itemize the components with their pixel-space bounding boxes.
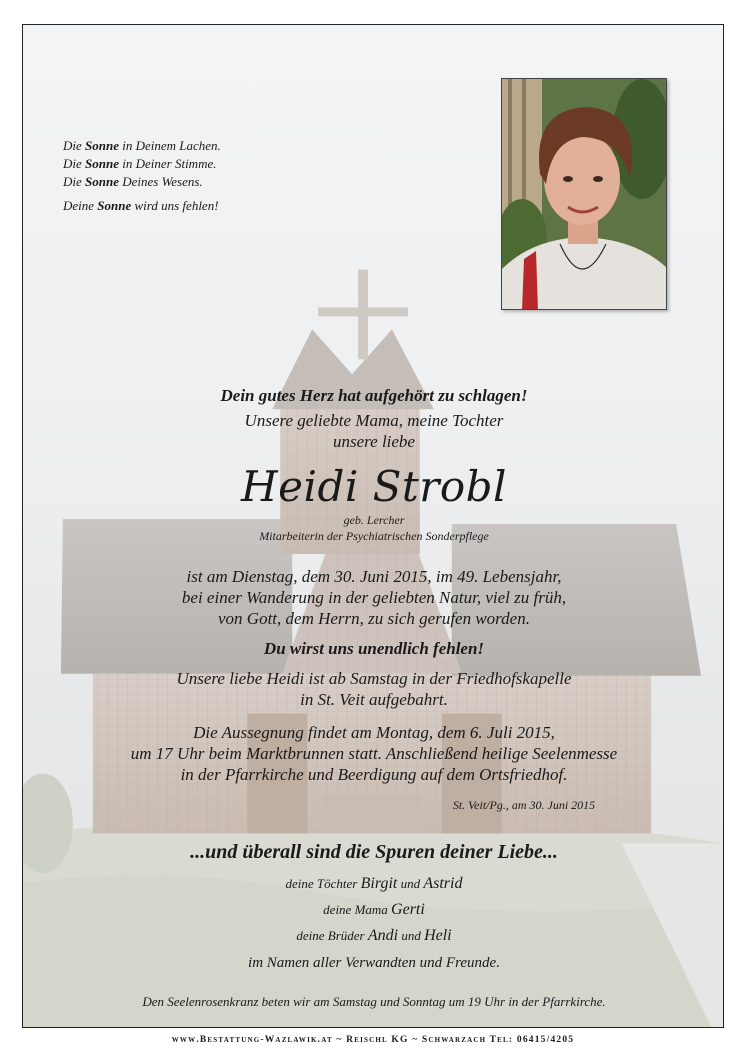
rosary-line: Den Seelenrosenkranz beten wir am Samstag und Sonntag um 19 Uhr in der Pfarrkirche. (142, 994, 606, 1009)
parte-card (22, 24, 724, 1028)
funeral-line-3: in der Pfarrkirche und Beerdigung auf dem Ortsfriedhof. (180, 765, 568, 784)
death-line-2: bei einer Wanderung in der geliebten Natur, viel zu früh, (181, 588, 567, 607)
portrait-image (502, 79, 667, 310)
maiden-name: geb. Lercher (343, 513, 405, 527)
poem-line-4: Deine Sonne wird uns fehlen! (63, 198, 219, 213)
deceased-name: Heidi Strobl (241, 462, 507, 511)
relatives-line: im Namen aller Verwandten und Freunde. (248, 955, 500, 971)
missed-line: Du wirst uns unendlich fehlen! (263, 639, 485, 658)
funeral-line-1: Die Aussegnung findet am Montag, dem 6. Juli 2015, (193, 723, 555, 742)
death-line-1: ist am Dienstag, dem 30. Juni 2015, im 49. Lebensjahr, (186, 567, 562, 586)
funeral-line-2: um 17 Uhr beim Marktbrunnen statt. Anschließend heilige Seelenmesse (130, 744, 618, 763)
mourner-line-1: deine Töchter Birgit und Astrid (285, 875, 463, 892)
poem-line-3: Die Sonne Deines Wesens. (63, 174, 203, 189)
poem-line-2: Die Sonne in Deiner Stimme. (63, 156, 217, 171)
mourner-line-3: deine Brüder Andi und Heli (296, 927, 452, 944)
mourner-line-2: deine Mama Gerti (323, 901, 425, 918)
intro-line-2: unsere liebe (333, 432, 415, 451)
death-line-3: von Gott, dem Herrn, zu sich gerufen worden. (218, 609, 530, 628)
sun-poem (63, 137, 221, 215)
place-date: St. Veit/Pg., am 30. Juni 2015 (452, 798, 596, 812)
heading: Dein gutes Herz hat aufgehört zu schlagen! (220, 386, 528, 405)
wake-line-1: Unsere liebe Heidi ist ab Samstag in der Friedhofskapelle (176, 669, 572, 688)
poem-line-1: Die Sonne in Deinem Lachen. (63, 138, 221, 153)
wake-line-2: in St. Veit aufgebahrt. (300, 690, 448, 709)
occupation: Mitarbeiterin der Psychiatrischen Sonderpflege (259, 529, 489, 543)
closing-line: ...und überall sind die Spuren deiner Liebe... (190, 841, 558, 863)
undertaker-footer: www.Bestattung-Wazlawik.at ~ Reischl KG ~ Schwarzach Tel: 06415/4205 (171, 1035, 575, 1045)
intro-line-1: Unsere geliebte Mama, meine Tochter (244, 411, 504, 430)
portrait-photo (501, 78, 667, 310)
